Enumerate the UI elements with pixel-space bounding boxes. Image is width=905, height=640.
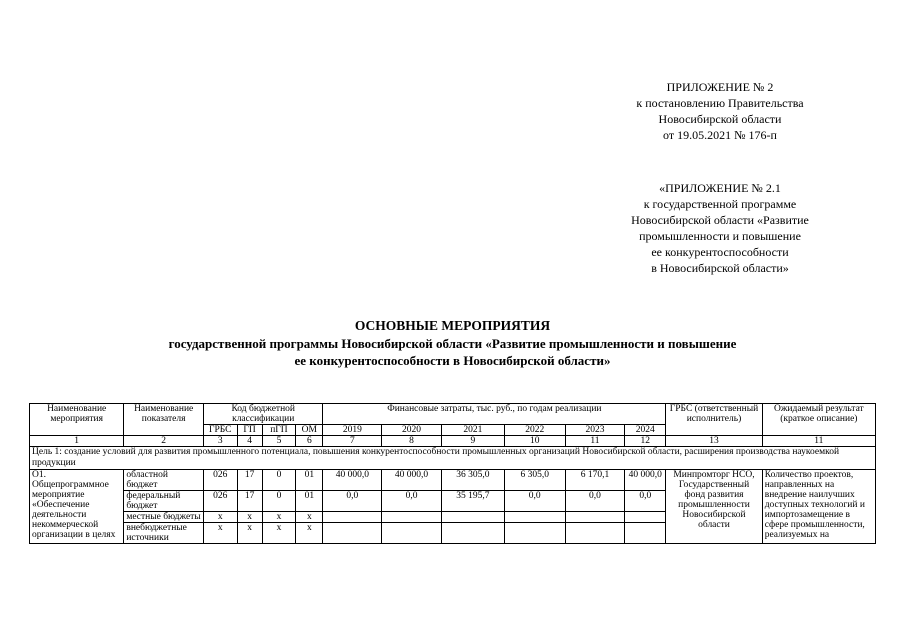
column-number: 9 (441, 436, 504, 447)
appendix-line: к государственной программе (643, 197, 797, 211)
appendix-line: к постановлению Правительства (636, 96, 804, 110)
header-code-om: ОМ (296, 425, 323, 436)
value-cell (504, 512, 565, 523)
indicator-cell: местные бюджеты (124, 512, 204, 523)
code-cell: 17 (237, 470, 262, 491)
event-name: О1. Общепрограммное мероприятие «Обеспечение деятельности некоммерческой организации в целях (30, 470, 124, 544)
column-number: 11 (565, 436, 625, 447)
code-cell: 01 (296, 470, 323, 491)
column-number: 7 (323, 436, 382, 447)
table-row (30, 470, 876, 491)
value-cell: 6 305,0 (504, 470, 565, 491)
document-subtitle-line-2: ее конкурентоспособности в Новосибирской области» (294, 353, 611, 368)
value-cell (625, 512, 666, 523)
code-cell: 026 (203, 470, 237, 491)
header-year: 2023 (565, 425, 625, 436)
code-cell: x (203, 523, 237, 544)
column-number: 10 (504, 436, 565, 447)
header-code-gp: ГП (237, 425, 262, 436)
value-cell: 0,0 (382, 491, 442, 512)
column-number: 13 (666, 436, 762, 447)
column-number: 4 (237, 436, 262, 447)
appendix-line: ее конкурентоспособности (651, 245, 789, 259)
value-cell (441, 523, 504, 544)
header-result: Ожидаемый результат (краткое описание) (762, 404, 875, 436)
column-number: 1 (30, 436, 124, 447)
goal-row (30, 447, 876, 470)
code-cell: 01 (296, 491, 323, 512)
column-number: 3 (203, 436, 237, 447)
header-year: 2021 (441, 425, 504, 436)
header-code-grbs: ГРБС (203, 425, 237, 436)
code-cell: x (237, 512, 262, 523)
code-cell: 0 (262, 470, 296, 491)
column-number: 8 (382, 436, 442, 447)
appendix-line: в Новосибирской области» (651, 261, 789, 275)
code-cell: 026 (203, 491, 237, 512)
indicator-cell: федеральный бюджет (124, 491, 204, 512)
document-subtitle-line-1: государственной программы Новосибирской области «Развитие промышленности и повышение (168, 336, 737, 351)
appendix-2-1-header (585, 180, 855, 276)
column-number: 6 (296, 436, 323, 447)
header-budget-code: Код бюджетной классификации (203, 404, 322, 425)
column-number: 2 (124, 436, 204, 447)
value-cell (441, 512, 504, 523)
value-cell (382, 512, 442, 523)
header-year: 2024 (625, 425, 666, 436)
code-cell: x (262, 512, 296, 523)
code-cell: x (262, 523, 296, 544)
appendix-line: «ПРИЛОЖЕНИЕ № 2.1 (659, 181, 781, 195)
code-cell: 0 (262, 491, 296, 512)
indicator-cell: областной бюджет (124, 470, 204, 491)
column-numbers-row (30, 436, 876, 447)
code-cell: x (296, 523, 323, 544)
column-number: 5 (262, 436, 296, 447)
value-cell: 6 170,1 (565, 470, 625, 491)
value-cell: 0,0 (565, 491, 625, 512)
value-cell: 0,0 (625, 491, 666, 512)
value-cell (625, 523, 666, 544)
goal-text: Цель 1: создание условий для развития промышленного потенциала, повышения конкурентоспособности промышленных организаций Новосибирской области, расширения производства наукоемкой продукции (30, 447, 876, 470)
value-cell: 40 000,0 (625, 470, 666, 491)
event-grbs: Минпромторг НСО, Государственный фонд развития промышленности Новосибирской области (666, 470, 762, 544)
code-cell: x (296, 512, 323, 523)
header-grbs: ГРБС (ответственный исполнитель) (666, 404, 762, 436)
value-cell: 35 195,7 (441, 491, 504, 512)
header-financing: Финансовые затраты, тыс. руб., по годам реализации (323, 404, 666, 425)
code-cell: x (237, 523, 262, 544)
document-title: ОСНОВНЫЕ МЕРОПРИЯТИЯ (354, 318, 551, 333)
value-cell: 0,0 (504, 491, 565, 512)
column-number: 11 (762, 436, 875, 447)
events-table (29, 403, 876, 544)
appendix-line: ПРИЛОЖЕНИЕ № 2 (666, 80, 774, 94)
value-cell (565, 512, 625, 523)
value-cell (504, 523, 565, 544)
header-year: 2019 (323, 425, 382, 436)
code-cell: x (203, 512, 237, 523)
value-cell: 40 000,0 (323, 470, 382, 491)
appendix-line: Новосибирской области «Развитие (631, 213, 809, 227)
header-code-pgp: пГП (262, 425, 296, 436)
header-row-1 (30, 404, 876, 425)
event-result: Количество проектов, направленных на внедрение наилучших доступных технологий и импортозамещение в сфере промышленности, реализуемых на (762, 470, 875, 544)
code-cell: 17 (237, 491, 262, 512)
value-cell (323, 512, 382, 523)
value-cell (565, 523, 625, 544)
value-cell: 0,0 (323, 491, 382, 512)
value-cell: 40 000,0 (382, 470, 442, 491)
appendix-line: промышленности и повышение (639, 229, 801, 243)
value-cell: 36 305,0 (441, 470, 504, 491)
appendix-2-header (600, 79, 840, 143)
value-cell (382, 523, 442, 544)
appendix-line: от 19.05.2021 № 176-п (663, 128, 777, 142)
value-cell (323, 523, 382, 544)
column-number: 12 (625, 436, 666, 447)
header-indicator-name: Наименование показателя (124, 404, 204, 436)
header-event-name: Наименование мероприятия (30, 404, 124, 436)
appendix-line: Новосибирской области (658, 112, 782, 126)
indicator-cell: внебюджетные источники (124, 523, 204, 544)
header-year: 2022 (504, 425, 565, 436)
header-year: 2020 (382, 425, 442, 436)
